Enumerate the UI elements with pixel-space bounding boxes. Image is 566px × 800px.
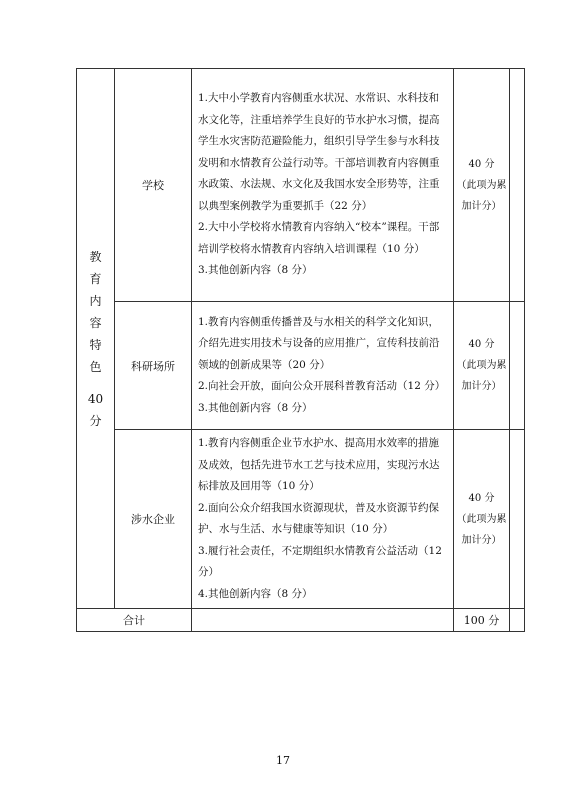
- org-name: 学校: [115, 69, 192, 302]
- list-item: 3.履行社会责任，不定期组织水情教育公益活动（12 分）: [198, 544, 442, 578]
- content-cell: [192, 430, 454, 609]
- category-points: 40: [87, 391, 104, 406]
- empty-cell: [510, 609, 525, 632]
- total-score: 100 分: [454, 609, 510, 632]
- page-number: 17: [276, 754, 290, 767]
- org-name: 涉水企业: [115, 430, 192, 609]
- list-item: 2.向社会开放，面向公众开展科普教育活动（12 分）: [198, 380, 446, 393]
- category-char: 内: [89, 293, 102, 308]
- empty-cell: [510, 430, 525, 609]
- list-item: 1.教育内容侧重传播普及与水相关的科学文化知识，介绍先进实用技术与设备的应用推广，宣传科技前沿领域的创新成果等（20 分）: [198, 315, 440, 371]
- total-row: [77, 609, 525, 632]
- list-item: 3.其他创新内容（8 分）: [198, 264, 313, 277]
- list-item: 1.教育内容侧重企业节水护水、提高用水效率的措施及成效，包括先进节水工艺与技术应用，实现污水达标排放及回用等（10 分）: [198, 437, 440, 492]
- scoring-table: [76, 68, 525, 632]
- empty-cell: [510, 69, 525, 302]
- content-cell: [192, 302, 454, 430]
- category-unit: 分: [89, 413, 102, 428]
- empty-cell: [510, 302, 525, 430]
- table-row: [77, 302, 525, 430]
- list-item: 1.大中小学教育内容侧重水状况、水常识、水科技和水文化等，注重培养学生良好的节水护水习惯，提高学生水灾害防范避险能力，组织引导学生参与水科技发明和水情教育公益行动等。干部培训教育内容侧重水政策、水法规、水文化及我国水安全形势等，注重以典型案例教学为重要抓手（22 分）: [198, 92, 440, 212]
- category-cell: [77, 69, 115, 609]
- content-cell: [192, 69, 454, 302]
- table-row: [77, 430, 525, 609]
- category-char: 特: [89, 337, 102, 352]
- list-item: 4.其他创新内容（8 分）: [198, 587, 313, 600]
- category-char: 育: [89, 271, 102, 286]
- empty-cell: [192, 609, 454, 632]
- table-row: [77, 69, 525, 302]
- category-char: 教: [89, 249, 102, 264]
- category-char: 容: [89, 315, 102, 330]
- list-item: 3.其他创新内容（8 分）: [198, 401, 313, 414]
- total-label: 合计: [77, 609, 192, 632]
- score-cell: 40 分 （此项为累 加计分）: [454, 69, 510, 302]
- score-cell: 40 分 （此项为累 加计分）: [454, 302, 510, 430]
- list-item: 2.大中小学校将水情教育内容纳入“校本”课程。干部培训学校将水情教育内容纳入培训课程（10 分）: [198, 221, 440, 255]
- score-cell: 40 分 （此项为累 加计分）: [454, 430, 510, 609]
- list-item: 2.面向公众介绍我国水资源现状，普及水资源节约保护、水与生活、水与健康等知识（10 分）: [198, 501, 440, 535]
- org-name: 科研场所: [115, 302, 192, 430]
- category-char: 色: [89, 359, 102, 374]
